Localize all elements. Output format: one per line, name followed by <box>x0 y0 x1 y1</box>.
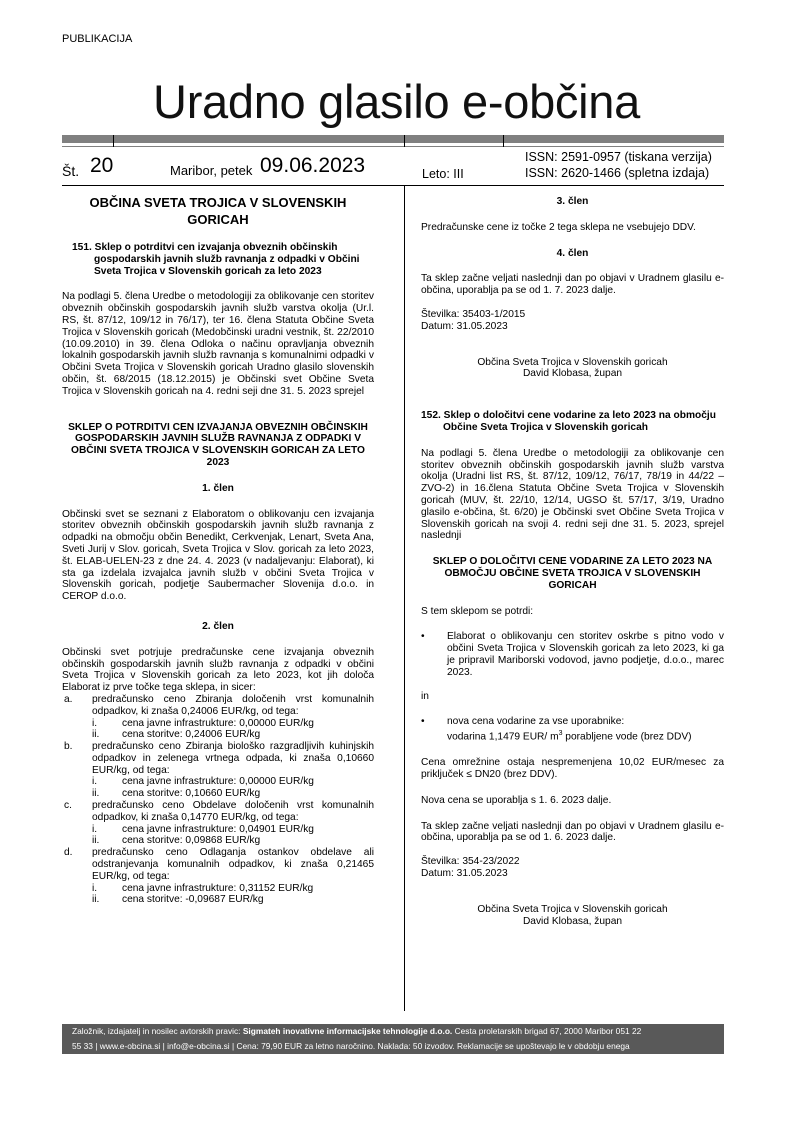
price-item-d: d. predračunsko ceno Odlaganja ostankov obdelave ali odstranjevanja komunalnih odpadkov, ki znaša 0,21465 EUR/kg, od tega: <box>64 847 374 882</box>
price-item-b-ii: ii. cena storitve: 0,10660 EUR/kg <box>92 788 261 800</box>
applies-from: Nova cena se uporablja s 1. 6. 2023 dalje. <box>421 794 612 806</box>
footer-address: Cesta proletarskih brigad 67, 2000 Maribor 051 22 <box>452 1026 642 1036</box>
price-item-d-i: i. cena javne infrastrukture: 0,31152 EUR/kg <box>92 882 314 894</box>
document-number-2: Številka: 354-23/2022 <box>421 856 520 868</box>
issn-online: ISSN: 2620-1466 (spletna izdaja) <box>525 166 710 180</box>
article-2-text: Občinski svet potrjuje predračunske cene izvajanja obveznih občinskih gospodarskih javnih služb ravnanja z odpadki v občini Sveta Trojica v Slovenskih goricah za leto 2023, kot jih določa Elaborat iz prve točke tega sklepa, in sicer: <box>62 646 374 694</box>
place-day: Maribor, petek <box>170 163 253 178</box>
decision-152-title: SKLEP O DOLOČITVI CENE VODARINE ZA LETO 2023 NA OBMOČJU OBČINE SVETA TROJICA V SLOVENSKIH GORICAH <box>432 556 713 591</box>
signature-name: David Klobasa, župan <box>522 368 623 380</box>
article-4-heading: 4. člen <box>556 247 589 259</box>
issue-number: 20 <box>90 154 114 177</box>
rule-tick <box>404 135 405 147</box>
issn-print: ISSN: 2591-0957 (tiskana verzija) <box>525 150 712 164</box>
bullet-icon: • <box>421 631 425 643</box>
price-item-d-ii: ii. cena storitve: -0,09687 EUR/kg <box>92 894 264 906</box>
signature-org: Občina Sveta Trojica v Slovenskih goricah <box>477 356 668 368</box>
bullet-water-price: • nova cena vodarine za vse uporabnike: vodarina 1,1479 EUR/ $m^3$ porabljene vode (brez DDV) <box>421 716 692 743</box>
article-1-heading: 1. člen <box>202 482 234 494</box>
bullet-elaborat: • Elaborat o oblikovanju cen storitev oskrbe s pitno vodo v občini Sveta Trojica v Slovenskih goricah za leto 2023, ki ga je pripravil Mariborski vodovod, javno podjetje, d.o.o., marec 2023. <box>421 631 724 678</box>
document-date-2: Datum: 31.05.2023 <box>421 868 508 880</box>
network-fee: Cena omrežnine ostaja nespremenjena 10,02 EUR/mesec za priključek ≤ DN20 (brez DDV). <box>421 757 724 781</box>
price-list <box>62 694 374 906</box>
price-item-c-i: i. cena javne infrastrukture: 0,04901 EUR/kg <box>92 823 314 835</box>
article-3-text: Predračunske cene iz točke 2 tega sklepa ne vsebujejo DDV. <box>421 221 696 233</box>
issue-label: Št. <box>62 163 80 179</box>
footer-contacts[interactable]: 55 33 | www.e-obcina.si | info@e-obcina.si <box>72 1041 230 1051</box>
item-151-title: 151. Sklep o potrditvi cen izvajanja obveznih občinskih gospodarskih javnih služb ravnanja z odpadki v Občini Sveta Trojica v Slovenskih goricah za leto 2023 <box>72 242 360 277</box>
masthead-title: Uradno glasilo e-občina <box>153 75 640 128</box>
price-item-c: c. predračunsko ceno Obdelave določenih vrst komunalnih odpadkov, ki znaša 0,14770 EUR/kg, od tega: <box>64 800 374 823</box>
footer-publisher-label: Založnik, izdajatelj in nosilec avtorskih pravic: <box>72 1026 243 1036</box>
article-4-text: Ta sklep začne veljati naslednji dan po objavi v Uradnem glasilu e-občina, uporablja pa se od 1. 7. 2023 dalje. <box>421 273 724 297</box>
bullet-icon: • <box>421 716 425 728</box>
price-item-b-i: i. cena javne infrastrukture: 0,00000 EUR/kg <box>92 776 314 788</box>
rule-tick <box>113 135 114 147</box>
price-item-c-ii: ii. cena storitve: 0,09868 EUR/kg <box>92 835 261 847</box>
masthead-rule-thin <box>62 146 724 147</box>
in-word: in <box>421 690 429 702</box>
header-divider <box>62 185 724 186</box>
rule-tick <box>503 135 504 147</box>
right-column <box>421 192 724 927</box>
signature-org-2: Občina Sveta Trojica v Slovenskih goricah <box>477 903 668 915</box>
footer-pricing: | Cena: 79,90 EUR za letno naročnino. Naklada: 50 izvodov. Reklamacije se upoštevajo le v obdobju enega <box>229 1041 630 1051</box>
left-column <box>62 192 374 906</box>
price-item-a-i: i. cena javne infrastrukture: 0,00000 EUR/kg <box>92 717 314 729</box>
masthead-rule <box>62 135 724 143</box>
confirm-intro: S tem sklepom se potrdi: <box>421 605 534 617</box>
column-divider <box>404 186 405 1011</box>
issue-date: 09.06.2023 <box>260 154 366 177</box>
validity-text: Ta sklep začne veljati naslednji dan po objavi v Uradnem glasilu e-občina, uporablja pa se od 1. 6. 2023 dalje. <box>421 820 724 844</box>
footer-company: Sigmateh inovativne informacijske tehnologije d.o.o. <box>242 1026 453 1036</box>
municipality-heading: OBČINA SVETA TROJICA V SLOVENSKIH GORICAH <box>89 195 347 227</box>
document-number: Številka: 35403-1/2015 <box>421 308 526 320</box>
decision-151-title: SKLEP O POTRDITVI CEN IZVAJANJA OBVEZNIH OBČINSKIH GOSPODARSKIH JAVNIH SLUŽB RAVNANJA Z ODPADKI V OBČINI SVETA TROJICA V SLOVENSKIH GORICAH ZA LETO 2023 <box>68 421 368 468</box>
document-date: Datum: 31.05.2023 <box>421 320 508 332</box>
signature-name-2: David Klobasa, župan <box>522 915 623 927</box>
item-151-intro: Na podlagi 5. člena Uredbe o metodologiji za oblikovanje cen storitev obveznih občinskih gospodarskih javnih služb varstva okolja (Ur.l. RS, št. 87/12, 109/12 in 76/17), ter 16. člena Statuta Občine Sveta Trojica v Slovenskih goricah (Medobčinski uradni vestnik, št. 22/2010 (10.09.2010) in 39. člena Odloka o načinu opravljanja obveznih lokalnih gospodarskih javnih služb ravnanja s komunalnimi odpadki v Občini Sveta Trojica v Slovenskih goricah Uradno glasilo slovenskih občin, št. 68/2015 (18.12.2015) je Občinski svet Občine Sveta Trojica v Slovenskih goricah na 4. redni seji dne 31. 5. 2023 sprejel <box>62 291 374 397</box>
article-2-heading: 2. člen <box>202 620 234 632</box>
publisher-footer <box>62 1024 724 1054</box>
item-152-intro: Na podlagi 5. člena Uredbe o metodologiji za oblikovanje cen storitev obveznih občinskih gospodarskih javnih služb varstva okolja (Uradni list RS, št. 87/12, 109/12, 76/17, 78/19 in 44/22 – ZVO-2) in 16.člena Statuta Občine Sveta Trojica v Slovenskih goricah (MUV, št. 22/10, 12/14, UGSO št. 57/17, 3/19, Uradno glasilo e-občina, št. 6/20) je Občinski svet Občine Sveta Trojica v Slovenskih goricah na svoji 4. redni seji dne 31. 5. 2023, sprejel naslednji <box>421 447 724 542</box>
article-3-heading: 3. člen <box>556 196 589 207</box>
year-label: Leto: III <box>422 167 464 181</box>
price-item-a-ii: ii. cena storitve: 0,24006 EUR/kg <box>92 729 261 741</box>
price-item-b: b. predračunsko ceno Zbiranja biološko razgradljivih kuhinjskih odpadkov in zelenega vrtnega odpada, ki znaša 0,10660 EUR/kg, od tega: <box>64 741 374 776</box>
price-item-a: a. predračunsko ceno Zbiranja določenih vrst komunalnih odpadkov, ki znaša 0,24006 EUR/kg, od tega: <box>64 693 374 717</box>
article-1-text: Občinski svet se seznani z Elaboratom o oblikovanju cen izvajanja storitev obveznih občinskih gospodarskih javnih služb ravnanja z odpadki na območju občin Benedikt, Cerkvenjak, Lenart, Sveta Ana, Sveti Jurij v Slov. goricah, Sveta Trojica v Slov. goricah za leto 2023, št. ELAB-UELEN-23 z dne 24. 4. 2023 (v nadaljevanju: Elaborat), ki sta ga izdelala izvajalca javnih služb v občini Sveta Trojica v Slovenskih goricah, podjetje Saubermacher Slovenija d.o.o. in CEROP d.o.o. <box>62 508 374 603</box>
publication-label: PUBLIKACIJA <box>62 33 133 45</box>
item-152-title: 152. Sklep o določitvi cene vodarine za leto 2023 na območju Občine Sveta Trojica v Slovenskih goricah <box>421 410 716 433</box>
